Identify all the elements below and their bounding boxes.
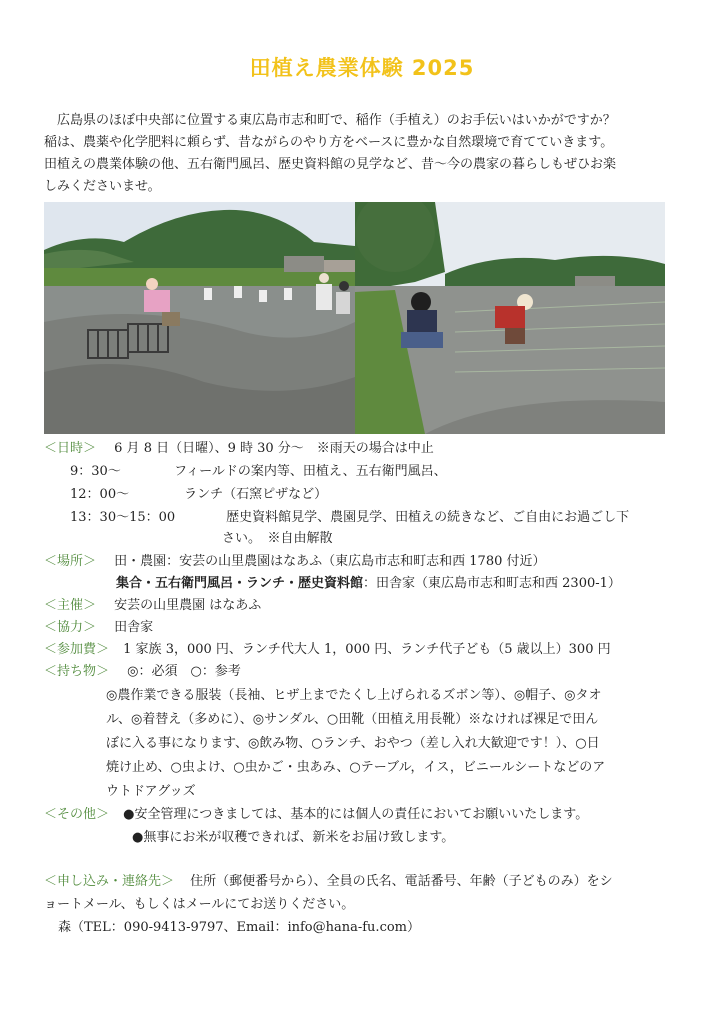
page-title: 田植え農業体験 2025 [249, 56, 475, 80]
place-label: ＜場所＞ [44, 554, 97, 569]
cooperation-value: 田舎家 [114, 620, 154, 635]
place-row [44, 553, 546, 571]
schedule-row [44, 440, 434, 458]
place-row-2 [116, 575, 621, 593]
schedule-desc: ランチ（石窯ピザなど） [184, 487, 328, 502]
schedule-desc: 歴史資料館見学、農園見学、田植えの続きなど、ご自由にお過ごし下 [226, 510, 630, 525]
other-line: ●無事にお米が収穫できれば、新米をお届け致します。 [132, 830, 455, 845]
belongings-line: ぼに入る事になります、◎飲み物、○ランチ、おやつ（差し入れ大歓迎です！）、○日 [106, 736, 600, 751]
schedule-desc: フィールドの案内等、田植え、五右衛門風呂、 [174, 464, 447, 479]
schedule-item [70, 463, 447, 481]
belongings-label: ＜持ち物＞ [44, 664, 110, 679]
schedule-item [70, 509, 629, 527]
contact-line2: ョートメール、もしくはメールにてお送りください。 [44, 897, 355, 912]
other-label: ＜その他＞ [44, 807, 110, 822]
belongings-legend: ◎：必須 ○：参考 [127, 664, 241, 679]
intro-line: 広島県のほぼ中央部に位置する東広島市志和町で、稲作（手植え）のお手伝いはいかがですか？ [44, 113, 616, 128]
contact-row [44, 873, 613, 891]
belongings-line: ウトドアグッズ [106, 784, 196, 799]
intro-line: 稲は、農薬や化学肥料に頼らず、昔ながらのやり方をベースに豊かな自然環境で育てていきます。 [44, 135, 614, 150]
intro-line: 田植えの農業体験の他、五右衛門風呂、歴史資料館の見学など、昔〜今の農家の暮らしもぜひお楽 [44, 157, 617, 172]
belongings-line: ル、◎着替え（多めに）、◎サンダル、○田靴（田植え用長靴）※なければ裸足で田ん [106, 712, 599, 727]
belongings-row [44, 663, 241, 681]
schedule-time: 9：30〜 [70, 464, 121, 479]
schedule-time: 13：30〜15：00 [70, 510, 176, 525]
intro-line: しみくださいませ。 [44, 179, 161, 194]
other-row [44, 806, 588, 824]
schedule-date: 6 月 8 日（日曜）、9 時 30 分〜 ※雨天の場合は中止 [114, 441, 434, 456]
belongings-line: ◎農作業できる服装（長袖、ヒザ上までたくし上げられるズボン等）、◎帽子、◎タオ [106, 688, 602, 703]
place-line2-rest: ：田舎家（東広島市志和町志和西 2300-1） [363, 576, 621, 591]
intro-paragraph [44, 110, 684, 198]
cooperation-label: ＜協力＞ [44, 620, 97, 635]
contact-label: ＜申し込み・連絡先＞ [44, 874, 175, 889]
host-row [44, 597, 261, 615]
schedule-time: 12：00〜 [70, 487, 130, 502]
place-line1: 田・農園：安芸の山里農園はなあふ（東広島市志和町志和西 1780 付近） [114, 554, 546, 569]
rice-planting-group-photo [44, 202, 355, 434]
contact-line3: 森（TEL：090-9413-9797、Email：info@hana-fu.com） [58, 920, 421, 935]
place-line2-bold: 集合・五右衛門風呂・ランチ・歴史資料館 [116, 576, 364, 591]
contact-line1: 住所（郵便番号から）、全員の氏名、電話番号、年齢（子どものみ）をシ [190, 874, 613, 889]
fee-label: ＜参加費＞ [44, 642, 110, 657]
schedule-continuation: さい。 ※自由解散 [222, 531, 333, 546]
fee-row [44, 641, 611, 659]
cooperation-row [44, 619, 153, 637]
host-label: ＜主催＞ [44, 598, 97, 613]
schedule-label: ＜日時＞ [44, 441, 97, 456]
other-line: ●安全管理につきましては、基本的には個人の責任においてお願いいたします。 [123, 807, 589, 822]
fee-value: 1 家族 3，000 円、ランチ代大人 1，000 円、ランチ代子ども（5 歳以上）300 円 [123, 642, 611, 657]
schedule-item [70, 486, 327, 504]
belongings-line: 焼け止め、○虫よけ、○虫かご・虫あみ、○テーブル，イス，ビニールシートなどのア [106, 760, 606, 775]
host-value: 安芸の山里農園 はなあふ [114, 598, 262, 613]
rice-planting-closeup-photo [355, 202, 665, 434]
